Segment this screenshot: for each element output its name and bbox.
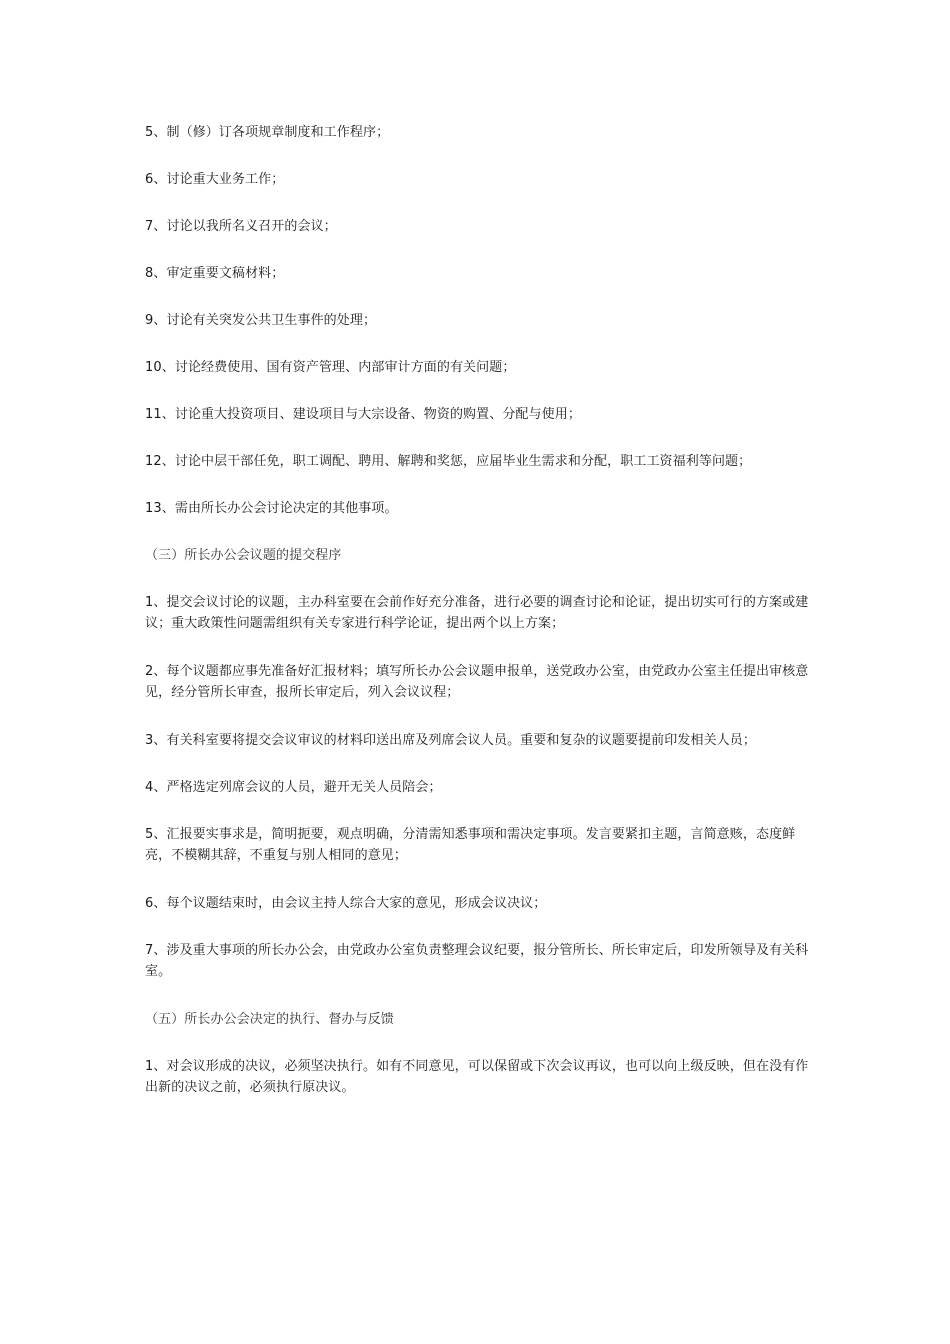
list-item: 13、需由所长办公会讨论决定的其他事项。 (145, 501, 398, 516)
list-item: 7、涉及重大事项的所长办公会，由党政办公室负责整理会议纪要，报分管所长、所长审定后，印发所领导及有关科室。 (145, 943, 809, 979)
document-body (145, 122, 810, 1125)
list-item: 12、讨论中层干部任免，职工调配、聘用、解聘和奖惩，应届毕业生需求和分配，职工工资福利等问题； (145, 454, 752, 469)
list-item: 2、每个议题都应事先准备好汇报材料；填写所长办公会议题申报单，送党政办公室，由党政办公室主任提出审核意见，经分管所长审查，报所长审定后，列入会议议程； (145, 664, 809, 700)
list-item: 1、提交会议讨论的议题，主办科室要在会前作好充分准备，进行必要的调查讨论和论证，提出切实可行的方案或建议；重大政策性问题需组织有关专家进行科学论证，提出两个以上方案； (145, 595, 809, 631)
list-item: 5、汇报要实事求是，简明扼要，观点明确，分清需知悉事项和需决定事项。发言要紧扣主题，言简意赅，态度鲜亮，不模糊其辞，不重复与别人相同的意见； (145, 827, 796, 863)
list-item: 4、严格选定列席会议的人员，避开无关人员陪会； (145, 780, 442, 795)
list-item: 1、对会议形成的决议，必须坚决执行。如有不同意见，可以保留或下次会议再议，也可以向上级反映，但在没有作出新的决议之前，必须执行原决议。 (145, 1059, 809, 1095)
list-item: 9、讨论有关突发公共卫生事件的处理； (145, 313, 377, 328)
list-item: 11、讨论重大投资项目、建设项目与大宗设备、物资的购置、分配与使用； (145, 407, 581, 422)
section-heading: （三）所长办公会议题的提交程序 (145, 548, 342, 563)
list-item: 7、讨论以我所名义召开的会议； (145, 219, 337, 234)
list-item: 6、讨论重大业务工作； (145, 172, 285, 187)
list-item: 5、制（修）订各项规章制度和工作程序； (145, 125, 390, 140)
list-item: 8、审定重要文稿材料； (145, 266, 285, 281)
list-item: 10、讨论经费使用、国有资产管理、内部审计方面的有关问题； (145, 360, 516, 375)
list-item: 3、有关科室要将提交会议审议的材料印送出席及列席会议人员。重要和复杂的议题要提前印发相关人员； (145, 733, 756, 748)
section-heading: （五）所长办公会决定的执行、督办与反馈 (145, 1012, 394, 1027)
list-item: 6、每个议题结束时，由会议主持人综合大家的意见，形成会议决议； (145, 896, 547, 911)
